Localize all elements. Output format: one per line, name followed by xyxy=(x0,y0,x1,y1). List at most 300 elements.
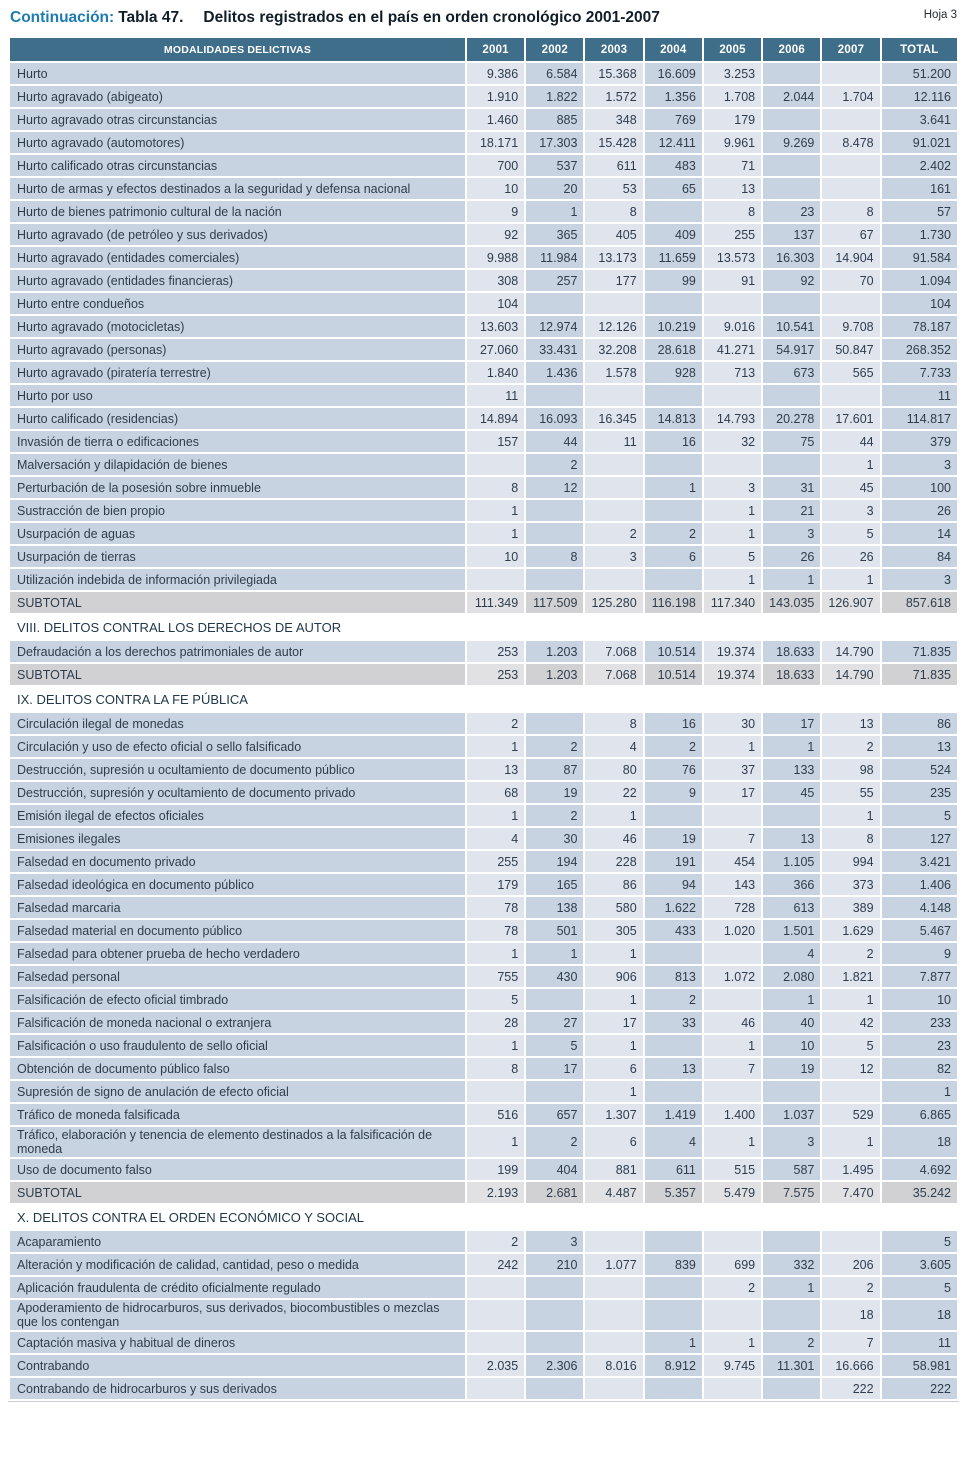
value-cell: 1 xyxy=(585,1035,642,1056)
value-cell: 13 xyxy=(822,713,879,734)
value-cell: 813 xyxy=(645,966,702,987)
value-cell: 700 xyxy=(467,155,524,176)
value-cell: 16.345 xyxy=(585,408,642,429)
value-cell: 206 xyxy=(822,1254,879,1275)
value-cell: 2 xyxy=(526,805,583,826)
value-cell: 1.406 xyxy=(882,874,957,895)
row-label: Hurto calificado otras circunstancias xyxy=(10,155,465,176)
value-cell: 839 xyxy=(645,1254,702,1275)
value-cell xyxy=(526,500,583,521)
value-cell xyxy=(704,989,761,1010)
value-cell: 17.601 xyxy=(822,408,879,429)
value-cell: 179 xyxy=(467,874,524,895)
table-row xyxy=(10,385,957,406)
value-cell xyxy=(645,1081,702,1102)
value-cell: 1 xyxy=(585,805,642,826)
value-cell xyxy=(704,943,761,964)
value-cell: 613 xyxy=(763,897,820,918)
value-cell: 19 xyxy=(645,828,702,849)
value-cell: 18 xyxy=(882,1127,957,1157)
sheet-number: Hoja 3 xyxy=(923,9,957,21)
value-cell: 8.016 xyxy=(585,1355,642,1376)
value-cell: 1 xyxy=(763,736,820,757)
value-cell: 18.633 xyxy=(763,664,820,685)
value-cell: 20.278 xyxy=(763,408,820,429)
value-cell: 1.501 xyxy=(763,920,820,941)
value-cell: 728 xyxy=(704,897,761,918)
value-cell: 4.487 xyxy=(585,1182,642,1203)
value-cell: 13 xyxy=(467,759,524,780)
subtotal-row xyxy=(10,664,957,685)
value-cell xyxy=(645,1378,702,1399)
value-cell: 1.072 xyxy=(704,966,761,987)
row-label: Hurto agravado (entidades financieras) xyxy=(10,270,465,291)
value-cell: 1.356 xyxy=(645,86,702,107)
value-cell: 11 xyxy=(585,431,642,452)
value-cell xyxy=(467,569,524,590)
value-cell: 1 xyxy=(704,736,761,757)
value-cell xyxy=(645,1277,702,1298)
value-cell xyxy=(763,1081,820,1102)
value-cell: 6 xyxy=(645,546,702,567)
crime-table xyxy=(8,36,959,1402)
value-cell: 1 xyxy=(704,500,761,521)
value-cell: 91 xyxy=(704,270,761,291)
value-cell: 33.431 xyxy=(526,339,583,360)
page-title xyxy=(10,8,660,27)
value-cell: 8 xyxy=(526,546,583,567)
value-cell: 8 xyxy=(822,828,879,849)
row-label: Hurto agravado (motocicletas) xyxy=(10,316,465,337)
value-cell: 4 xyxy=(585,736,642,757)
row-label: Falsedad marcaria xyxy=(10,897,465,918)
row-label: Acaparamiento xyxy=(10,1231,465,1252)
column-header-2002: 2002 xyxy=(526,38,583,61)
value-cell: 15.428 xyxy=(585,132,642,153)
value-cell: 8 xyxy=(467,1058,524,1079)
table-row xyxy=(10,178,957,199)
table-row xyxy=(10,109,957,130)
value-cell: 9 xyxy=(645,782,702,803)
value-cell: 8 xyxy=(467,477,524,498)
value-cell xyxy=(645,805,702,826)
column-header-2001: 2001 xyxy=(467,38,524,61)
value-cell: 18 xyxy=(822,1300,879,1330)
value-cell xyxy=(585,1332,642,1353)
value-cell: 611 xyxy=(585,155,642,176)
value-cell: 10.514 xyxy=(645,664,702,685)
value-cell: 28.618 xyxy=(645,339,702,360)
table-row xyxy=(10,1159,957,1180)
value-cell: 194 xyxy=(526,851,583,872)
row-label: Contrabando de hidrocarburos y sus derivados xyxy=(10,1378,465,1399)
value-cell: 12.974 xyxy=(526,316,583,337)
value-cell: 50.847 xyxy=(822,339,879,360)
value-cell: 99 xyxy=(645,270,702,291)
value-cell xyxy=(763,155,820,176)
value-cell: 45 xyxy=(822,477,879,498)
value-cell: 58.981 xyxy=(882,1355,957,1376)
value-cell: 177 xyxy=(585,270,642,291)
value-cell: 1 xyxy=(526,201,583,222)
value-cell xyxy=(645,1300,702,1330)
table-row xyxy=(10,1378,957,1399)
column-header-2006: 2006 xyxy=(763,38,820,61)
value-cell: 1 xyxy=(822,569,879,590)
row-label: Circulación ilegal de monedas xyxy=(10,713,465,734)
value-cell xyxy=(645,569,702,590)
value-cell xyxy=(585,500,642,521)
value-cell xyxy=(467,1081,524,1102)
value-cell: 138 xyxy=(526,897,583,918)
value-cell: 657 xyxy=(526,1104,583,1125)
value-cell: 87 xyxy=(526,759,583,780)
value-cell: 44 xyxy=(822,431,879,452)
table-row xyxy=(10,523,957,544)
row-label: Destrucción, supresión y ocultamiento de documento privado xyxy=(10,782,465,803)
value-cell: 1 xyxy=(585,943,642,964)
row-label: Apoderamiento de hidrocarburos, sus derivados, biocombustibles o mezclas que los contengan xyxy=(10,1300,465,1330)
value-cell: 14.790 xyxy=(822,664,879,685)
row-label: Hurto calificado (residencias) xyxy=(10,408,465,429)
value-cell: 71.835 xyxy=(882,641,957,662)
value-cell: 1 xyxy=(645,1332,702,1353)
value-cell: 1 xyxy=(467,736,524,757)
value-cell: 3 xyxy=(763,1127,820,1157)
value-cell: 44 xyxy=(526,431,583,452)
row-label: Falsificación o uso fraudulento de sello oficial xyxy=(10,1035,465,1056)
value-cell: 13 xyxy=(645,1058,702,1079)
value-cell: 1.622 xyxy=(645,897,702,918)
value-cell: 2 xyxy=(526,1127,583,1157)
value-cell: 14.904 xyxy=(822,247,879,268)
row-label: Tráfico de moneda falsificada xyxy=(10,1104,465,1125)
value-cell: 10.219 xyxy=(645,316,702,337)
value-cell: 5.467 xyxy=(882,920,957,941)
value-cell xyxy=(822,178,879,199)
value-cell: 13.603 xyxy=(467,316,524,337)
value-cell: 409 xyxy=(645,224,702,245)
value-cell: 1.307 xyxy=(585,1104,642,1125)
value-cell: 126.907 xyxy=(822,592,879,613)
value-cell xyxy=(467,1277,524,1298)
value-cell xyxy=(526,293,583,314)
table-row xyxy=(10,1300,957,1330)
value-cell xyxy=(763,1378,820,1399)
subtotal-row xyxy=(10,1182,957,1203)
value-cell: 17.303 xyxy=(526,132,583,153)
value-cell: 2 xyxy=(467,713,524,734)
value-cell: 20 xyxy=(526,178,583,199)
value-cell: 537 xyxy=(526,155,583,176)
value-cell: 1 xyxy=(822,989,879,1010)
value-cell: 91.021 xyxy=(882,132,957,153)
value-cell: 10 xyxy=(467,546,524,567)
table-row xyxy=(10,805,957,826)
value-cell: 19.374 xyxy=(704,641,761,662)
subtotal-row xyxy=(10,592,957,613)
value-cell: 769 xyxy=(645,109,702,130)
value-cell: 14 xyxy=(882,523,957,544)
value-cell: 13.573 xyxy=(704,247,761,268)
value-cell: 5 xyxy=(822,523,879,544)
value-cell xyxy=(526,713,583,734)
value-cell: 3 xyxy=(822,500,879,521)
value-cell: 71 xyxy=(704,155,761,176)
value-cell: 1 xyxy=(822,1127,879,1157)
value-cell: 98 xyxy=(822,759,879,780)
value-cell: 94 xyxy=(645,874,702,895)
value-cell xyxy=(822,155,879,176)
table-row xyxy=(10,431,957,452)
value-cell: 11.301 xyxy=(763,1355,820,1376)
row-label: Falsificación de moneda nacional o extranjera xyxy=(10,1012,465,1033)
section-header: X. DELITOS CONTRA EL ORDEN ECONÓMICO Y SOCIAL xyxy=(10,1205,957,1229)
value-cell: 565 xyxy=(822,362,879,383)
value-cell: 611 xyxy=(645,1159,702,1180)
value-cell: 515 xyxy=(704,1159,761,1180)
value-cell: 8 xyxy=(585,713,642,734)
table-row xyxy=(10,759,957,780)
value-cell xyxy=(585,569,642,590)
value-cell: 699 xyxy=(704,1254,761,1275)
table-row xyxy=(10,132,957,153)
value-cell: 268.352 xyxy=(882,339,957,360)
table-row xyxy=(10,641,957,662)
value-cell xyxy=(822,1231,879,1252)
table-row xyxy=(10,362,957,383)
value-cell: 12.411 xyxy=(645,132,702,153)
value-cell: 9.386 xyxy=(467,63,524,84)
row-label: Hurto agravado (piratería terrestre) xyxy=(10,362,465,383)
value-cell xyxy=(704,1300,761,1330)
value-cell: 11 xyxy=(882,1332,957,1353)
value-cell: 55 xyxy=(822,782,879,803)
value-cell: 14.793 xyxy=(704,408,761,429)
table-row xyxy=(10,1277,957,1298)
value-cell: 3.605 xyxy=(882,1254,957,1275)
value-cell: 2.193 xyxy=(467,1182,524,1203)
row-label: SUBTOTAL xyxy=(10,592,465,613)
value-cell xyxy=(704,1081,761,1102)
value-cell: 16.303 xyxy=(763,247,820,268)
value-cell: 9.016 xyxy=(704,316,761,337)
value-cell: 7 xyxy=(822,1332,879,1353)
value-cell: 125.280 xyxy=(585,592,642,613)
value-cell xyxy=(822,63,879,84)
value-cell: 8.912 xyxy=(645,1355,702,1376)
value-cell: 222 xyxy=(822,1378,879,1399)
value-cell: 1 xyxy=(526,943,583,964)
value-cell: 7.068 xyxy=(585,664,642,685)
value-cell: 242 xyxy=(467,1254,524,1275)
row-label: Hurto de armas y efectos destinados a la seguridad y defensa nacional xyxy=(10,178,465,199)
value-cell xyxy=(585,1231,642,1252)
value-cell: 18 xyxy=(882,1300,957,1330)
value-cell: 30 xyxy=(704,713,761,734)
value-cell: 501 xyxy=(526,920,583,941)
value-cell: 1.821 xyxy=(822,966,879,987)
value-cell: 7.470 xyxy=(822,1182,879,1203)
value-cell: 529 xyxy=(822,1104,879,1125)
value-cell: 366 xyxy=(763,874,820,895)
table-row xyxy=(10,920,957,941)
table-row xyxy=(10,546,957,567)
value-cell: 70 xyxy=(822,270,879,291)
value-cell: 117.340 xyxy=(704,592,761,613)
value-cell: 1 xyxy=(585,989,642,1010)
value-cell: 9 xyxy=(882,943,957,964)
value-cell xyxy=(763,385,820,406)
value-cell: 1 xyxy=(467,500,524,521)
value-cell: 165 xyxy=(526,874,583,895)
value-cell: 405 xyxy=(585,224,642,245)
value-cell xyxy=(585,1300,642,1330)
row-label: Contrabando xyxy=(10,1355,465,1376)
column-header-2003: 2003 xyxy=(585,38,642,61)
value-cell: 2 xyxy=(822,943,879,964)
value-cell: 11.659 xyxy=(645,247,702,268)
value-cell: 1 xyxy=(467,805,524,826)
value-cell xyxy=(704,293,761,314)
value-cell: 46 xyxy=(704,1012,761,1033)
row-label: Hurto xyxy=(10,63,465,84)
table-row xyxy=(10,989,957,1010)
value-cell: 199 xyxy=(467,1159,524,1180)
value-cell: 51.200 xyxy=(882,63,957,84)
value-cell: 13 xyxy=(882,736,957,757)
value-cell: 2.035 xyxy=(467,1355,524,1376)
row-label: Usurpación de aguas xyxy=(10,523,465,544)
value-cell: 1 xyxy=(882,1081,957,1102)
value-cell: 1.578 xyxy=(585,362,642,383)
value-cell: 5 xyxy=(882,805,957,826)
value-cell: 179 xyxy=(704,109,761,130)
value-cell: 127 xyxy=(882,828,957,849)
section-header: VIII. DELITOS CONTRAL LOS DERECHOS DE AUTOR xyxy=(10,615,957,639)
value-cell: 12.116 xyxy=(882,86,957,107)
value-cell: 2 xyxy=(704,1277,761,1298)
value-cell xyxy=(585,385,642,406)
value-cell xyxy=(526,1277,583,1298)
value-cell: 7.575 xyxy=(763,1182,820,1203)
value-cell: 67 xyxy=(822,224,879,245)
value-cell xyxy=(645,293,702,314)
value-cell: 1 xyxy=(704,1127,761,1157)
value-cell xyxy=(526,1081,583,1102)
value-cell: 5 xyxy=(822,1035,879,1056)
value-cell: 14.894 xyxy=(467,408,524,429)
row-label: Captación masiva y habitual de dineros xyxy=(10,1332,465,1353)
row-label: Utilización indebida de información privilegiada xyxy=(10,569,465,590)
value-cell: 86 xyxy=(585,874,642,895)
value-cell: 857.618 xyxy=(882,592,957,613)
value-cell: 1 xyxy=(763,1277,820,1298)
value-cell xyxy=(526,385,583,406)
value-cell: 53 xyxy=(585,178,642,199)
value-cell: 19 xyxy=(763,1058,820,1079)
value-cell xyxy=(645,1231,702,1252)
value-cell: 3 xyxy=(882,454,957,475)
value-cell: 1.910 xyxy=(467,86,524,107)
value-cell: 257 xyxy=(526,270,583,291)
value-cell: 1.020 xyxy=(704,920,761,941)
value-cell: 26 xyxy=(822,546,879,567)
value-cell: 10 xyxy=(467,178,524,199)
value-cell: 3 xyxy=(585,546,642,567)
value-cell: 116.198 xyxy=(645,592,702,613)
value-cell: 1 xyxy=(704,569,761,590)
value-cell xyxy=(526,1332,583,1353)
column-header-modalidades: MODALIDADES DELICTIVAS xyxy=(10,38,465,61)
value-cell: 4 xyxy=(645,1127,702,1157)
value-cell: 8 xyxy=(822,201,879,222)
table-row xyxy=(10,736,957,757)
value-cell: 2 xyxy=(526,454,583,475)
value-cell: 11.984 xyxy=(526,247,583,268)
table-row xyxy=(10,293,957,314)
row-label: Perturbación de la posesión sobre inmueble xyxy=(10,477,465,498)
value-cell: 92 xyxy=(763,270,820,291)
value-cell: 161 xyxy=(882,178,957,199)
value-cell: 91.584 xyxy=(882,247,957,268)
value-cell: 8 xyxy=(704,201,761,222)
title-bar xyxy=(8,6,959,27)
value-cell: 32 xyxy=(704,431,761,452)
value-cell: 10.514 xyxy=(645,641,702,662)
value-cell xyxy=(467,1378,524,1399)
value-cell: 7.877 xyxy=(882,966,957,987)
value-cell: 1 xyxy=(467,1035,524,1056)
table-row xyxy=(10,1081,957,1102)
value-cell: 430 xyxy=(526,966,583,987)
value-cell xyxy=(526,1300,583,1330)
value-cell: 11 xyxy=(882,385,957,406)
value-cell xyxy=(822,1081,879,1102)
value-cell: 2.681 xyxy=(526,1182,583,1203)
table-row xyxy=(10,851,957,872)
value-cell: 1.840 xyxy=(467,362,524,383)
table-row xyxy=(10,966,957,987)
value-cell: 5 xyxy=(467,989,524,1010)
value-cell: 71.835 xyxy=(882,664,957,685)
table-row xyxy=(10,1127,957,1157)
value-cell: 5.479 xyxy=(704,1182,761,1203)
row-label: Destrucción, supresión u ocultamiento de documento público xyxy=(10,759,465,780)
value-cell xyxy=(822,109,879,130)
table-row xyxy=(10,713,957,734)
row-label: Hurto agravado (personas) xyxy=(10,339,465,360)
value-cell: 15.368 xyxy=(585,63,642,84)
value-cell: 1.436 xyxy=(526,362,583,383)
column-header-2005: 2005 xyxy=(704,38,761,61)
value-cell xyxy=(645,454,702,475)
table-row xyxy=(10,247,957,268)
value-cell: 253 xyxy=(467,664,524,685)
row-label: SUBTOTAL xyxy=(10,664,465,685)
value-cell: 23 xyxy=(882,1035,957,1056)
row-label: Usurpación de tierras xyxy=(10,546,465,567)
value-cell: 255 xyxy=(704,224,761,245)
value-cell xyxy=(704,385,761,406)
value-cell: 881 xyxy=(585,1159,642,1180)
value-cell: 10.541 xyxy=(763,316,820,337)
value-cell: 8.478 xyxy=(822,132,879,153)
table-row xyxy=(10,63,957,84)
value-cell: 755 xyxy=(467,966,524,987)
value-cell: 17 xyxy=(585,1012,642,1033)
table-row xyxy=(10,828,957,849)
